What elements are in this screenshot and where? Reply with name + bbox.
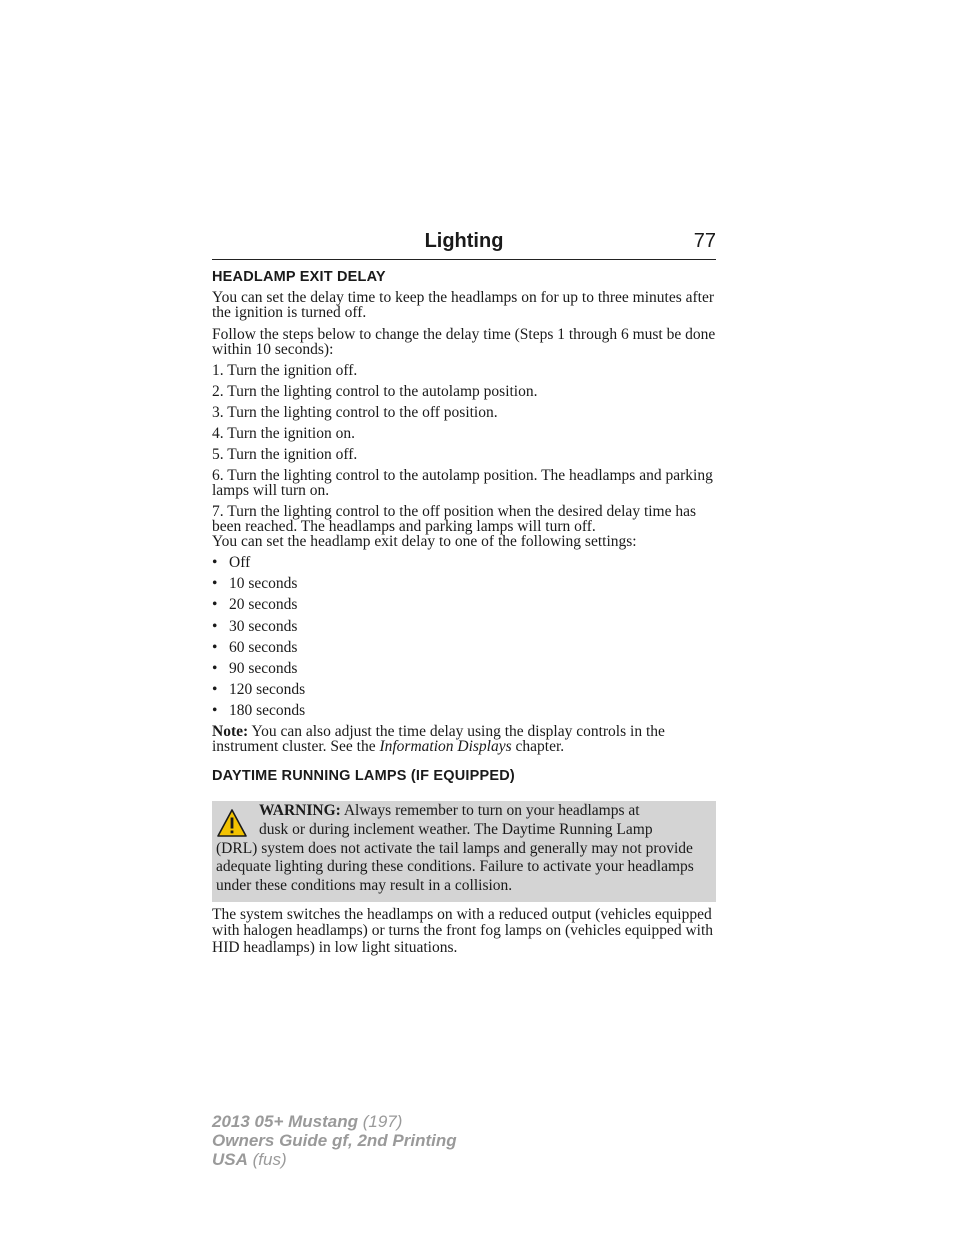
settings-list [212, 555, 716, 718]
page-header [212, 228, 716, 260]
bullet-icon: • [212, 681, 218, 699]
note-paragraph: Note: You can also adjust the time delay using the display controls in the instrument cluster. See the Information Displays chapter. [212, 723, 665, 756]
bullet-icon: • [212, 554, 218, 571]
step-1: 1. Turn the ignition off. [212, 362, 358, 379]
footer-line-1: 2013 05+ Mustang (197) [212, 1112, 403, 1131]
warning-box [212, 801, 716, 902]
list-item: • 30 seconds [212, 617, 298, 635]
page-number: 77 [693, 230, 716, 252]
bullet-icon: • [212, 617, 218, 635]
list-item: • 180 seconds [212, 702, 306, 720]
step-5: 5. Turn the ignition off. [212, 446, 358, 463]
step-6: 6. Turn the lighting control to the autolamp position. The headlamps and parking lamps will turn on. [212, 467, 713, 499]
drl-description: The system switches the headlamps on with a reduced output (vehicles equipped with halogen headlamps) or turns the front fog lamps on (vehicles equipped with HID headlamps) in low light situations. [212, 905, 714, 956]
settings-intro: You can set the headlamp exit delay to one of the following settings: [212, 533, 637, 550]
chapter-title: Lighting [424, 230, 504, 252]
bullet-icon: • [212, 575, 218, 593]
steps-intro-paragraph: Follow the steps below to change the delay time (Steps 1 through 6 must be done within 10 seconds): [212, 326, 716, 358]
warning-line-1: WARNING: Always remember to turn on your headlamps at [259, 802, 640, 820]
step-2: 2. Turn the lighting control to the autolamp position. [212, 383, 538, 400]
bullet-icon: • [212, 659, 218, 677]
section-heading-headlamp-exit-delay: HEADLAMP EXIT DELAY [212, 269, 386, 285]
bullet-icon: • [212, 638, 218, 656]
document-footer [212, 1112, 457, 1169]
note-label: Note: [212, 723, 249, 741]
warning-label: WARNING: [259, 802, 341, 820]
manual-page [212, 228, 716, 956]
list-item: • 90 seconds [212, 659, 298, 677]
warning-text: (DRL) system does not activate the tail lamps and generally may not provide adequate lighting during these conditions. Failure to activate your headlamps under these conditions may result in a collision. [216, 839, 694, 895]
step-7: 7. Turn the lighting control to the off position when the desired delay time has been reached. The headlamps and parking lamps will turn off. [212, 503, 697, 535]
list-item: • 60 seconds [212, 638, 298, 656]
step-4: 4. Turn the ignition on. [212, 425, 355, 442]
warning-triangle-icon [216, 808, 248, 838]
step-3: 3. Turn the lighting control to the off position. [212, 404, 498, 421]
footer-line-2: Owners Guide gf, 2nd Printing [212, 1131, 457, 1150]
list-item: • 20 seconds [212, 596, 298, 614]
bullet-icon: • [212, 596, 218, 614]
list-item: • 10 seconds [212, 575, 298, 593]
list-item: • Off [212, 554, 251, 571]
warning-line-2: dusk or during inclement weather. The Daytime Running Lamp [259, 821, 653, 839]
chapter-reference: Information Displays [379, 738, 512, 756]
bullet-icon: • [212, 702, 218, 720]
footer-line-3: USA (fus) [212, 1150, 287, 1169]
list-item: • 120 seconds [212, 681, 306, 699]
intro-paragraph: You can set the delay time to keep the headlamps on for up to three minutes after the ignition is turned off. [212, 289, 715, 321]
section-heading-daytime-running-lamps: DAYTIME RUNNING LAMPS (IF EQUIPPED) [212, 768, 515, 785]
